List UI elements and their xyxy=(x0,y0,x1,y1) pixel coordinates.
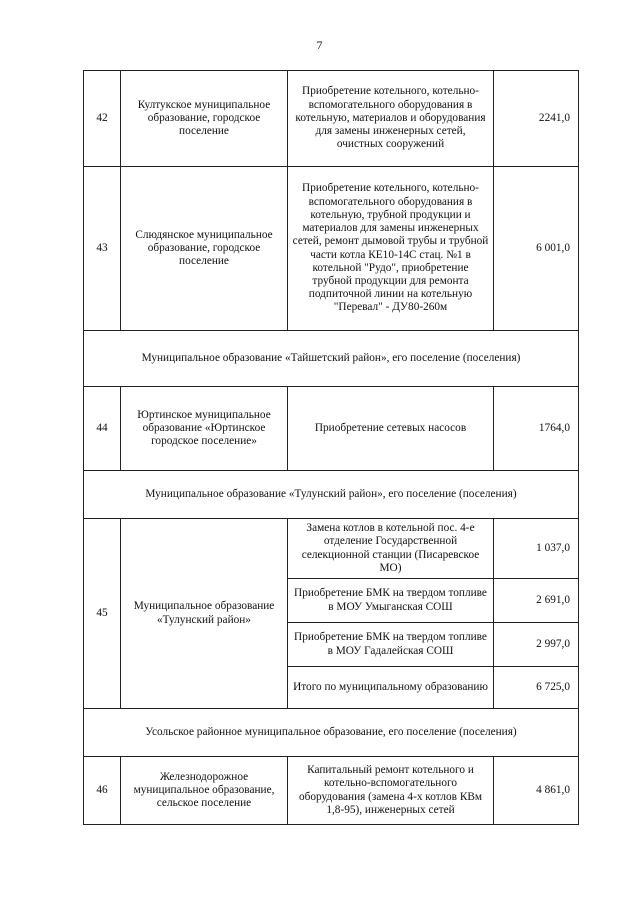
funding-table-body xyxy=(84,71,579,825)
row-number: 45 xyxy=(84,519,121,709)
amount-cell: 6 725,0 xyxy=(494,667,579,709)
page-number: 7 xyxy=(316,38,323,52)
section-title: Усольское районное муниципальное образование, его поселение (поселения) xyxy=(84,709,579,757)
table-row xyxy=(84,757,579,825)
table-row xyxy=(84,167,579,331)
table-row xyxy=(84,519,579,579)
section-row xyxy=(84,471,579,519)
amount-cell: 6 001,0 xyxy=(494,167,579,331)
municipality-name: Юртинское муниципальное образование «Юртинское городское поселение» xyxy=(121,387,288,471)
work-description: Итого по муниципальному образованию xyxy=(288,667,494,709)
work-description: Приобретение котельного, котельно-вспомогательного оборудования в котельную, трубной продукции и материалов для замены инженерных сетей, ремонт дымовой трубы и трубной части котла КЕ10-14С стац. №1 в котельной "Рудо", приобретение трубной продукции для ремонта подпиточной линии на котельную "Перевал" - ДУ80-260м xyxy=(288,167,494,331)
section-title: Муниципальное образование «Тайшетский район», его поселение (поселения) xyxy=(84,331,579,387)
work-description: Приобретение БМК на твердом топливе в МОУ Умыганская СОШ xyxy=(288,579,494,623)
section-title: Муниципальное образование «Тулунский район», его поселение (поселения) xyxy=(84,471,579,519)
amount-cell: 2 691,0 xyxy=(494,579,579,623)
amount-cell: 4 861,0 xyxy=(494,757,579,825)
amount-cell: 1764,0 xyxy=(494,387,579,471)
row-number: 42 xyxy=(84,71,121,167)
municipality-name: Слюдянское муниципальное образование, городское поселение xyxy=(121,167,288,331)
work-description: Капитальный ремонт котельного и котельно-вспомогательного оборудования (замена 4-х котлов КВм 1,8-95), инженерных сетей xyxy=(288,757,494,825)
work-description: Приобретение БМК на твердом топливе в МОУ Гадалейская СОШ xyxy=(288,623,494,667)
amount-cell: 2241,0 xyxy=(494,71,579,167)
municipality-name: Култукское муниципальное образование, городское поселение xyxy=(121,71,288,167)
amount-cell: 1 037,0 xyxy=(494,519,579,579)
section-row xyxy=(84,331,579,387)
work-description: Замена котлов в котельной пос. 4-е отделение Государственной селекционной станции (Писаревское МО) xyxy=(288,519,494,579)
table-row xyxy=(84,71,579,167)
municipality-name: Железнодорожное муниципальное образование, сельское поселение xyxy=(121,757,288,825)
municipality-name: Муниципальное образование «Тулунский район» xyxy=(121,519,288,709)
amount-cell: 2 997,0 xyxy=(494,623,579,667)
work-description: Приобретение сетевых насосов xyxy=(288,387,494,471)
row-number: 43 xyxy=(84,167,121,331)
work-description: Приобретение котельного, котельно-вспомогательного оборудования в котельную, материалов и оборудования для замены инженерных сетей, очистных сооружений xyxy=(288,71,494,167)
row-number: 46 xyxy=(84,757,121,825)
funding-table xyxy=(83,70,579,825)
table-row xyxy=(84,387,579,471)
section-row xyxy=(84,709,579,757)
row-number: 44 xyxy=(84,387,121,471)
